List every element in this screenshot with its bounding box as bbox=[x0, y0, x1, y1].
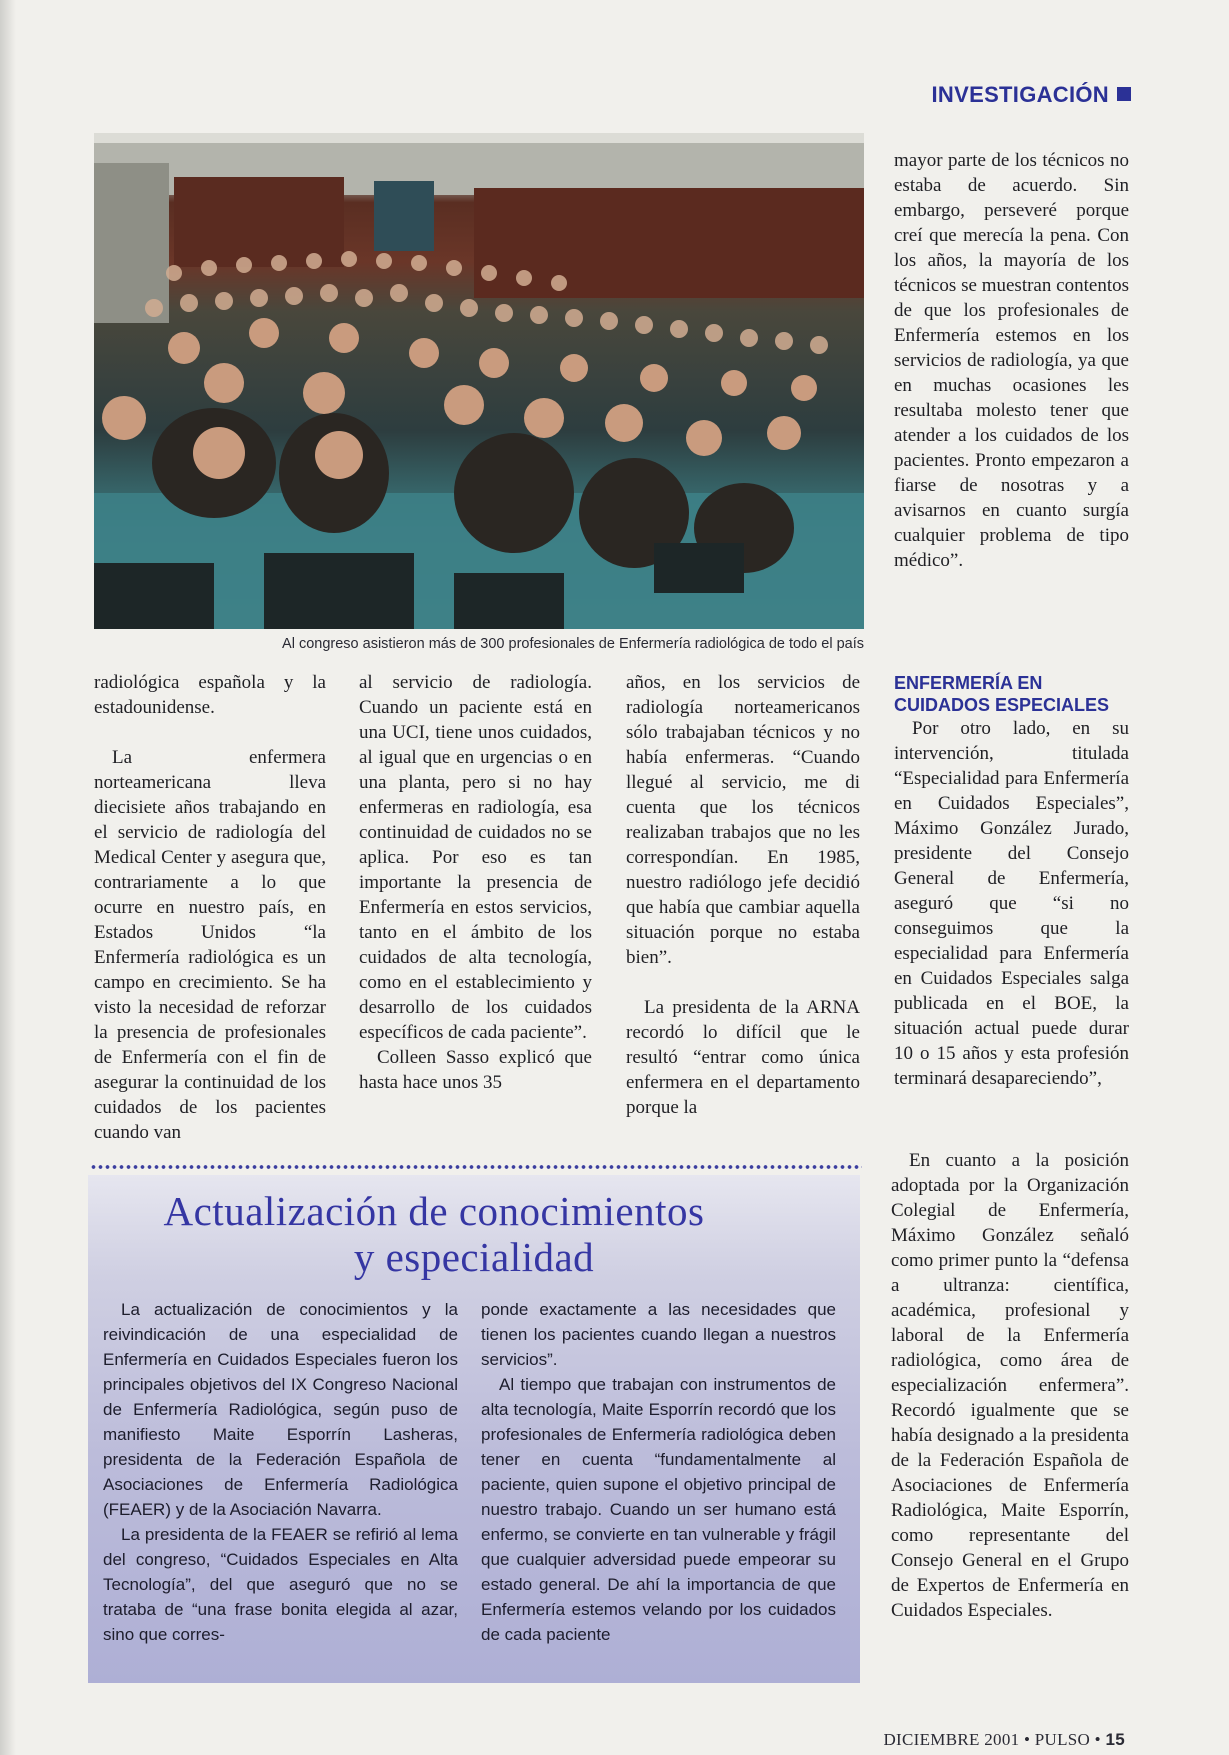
article-column-3 bbox=[626, 670, 860, 1120]
paragraph: radiológica española y la estadounidense. bbox=[94, 672, 326, 718]
footer-issue: DICIEMBRE 2001 • PULSO • bbox=[883, 1730, 1101, 1749]
article-column-4-bottom bbox=[891, 1148, 1129, 1623]
article-column-4-top bbox=[894, 148, 1129, 573]
paragraph: Al tiempo que trabajan con instrumentos de alta tecnología, Maite Esporrín recordó que los profesionales de Enfermería radiológica deben tener en cuenta “fundamentalmente al paciente, quien supone el objetivo principal de nuestro trabajo. Cuando un ser humano está enfermo, se convierte en tan vulnerable y frágil que cualquier adversidad puede empeorar su estado general. De ahí la importancia de que Enfermería estemos velando por los cuidados de cada paciente bbox=[481, 1375, 836, 1644]
section-label: INVESTIGACIÓN bbox=[932, 82, 1131, 108]
paragraph: En cuanto a la posición adoptada por la Organización Colegial de Enfermería, Máximo González señaló como primer punto la “defensa a ultranza: científica, académica, profesional y laboral de la Enfermería radiológica, como área de especialización enfermera”. Recordó igualmente que se había designado a la presidenta de la Federación Española de Asociaciones de Enfermería Radiológica, Maite Esporrín, como representante del Consejo General en el Grupo de Expertos de Enfermería en Cuidados Especiales. bbox=[891, 1150, 1129, 1621]
paragraph: mayor parte de los técnicos no estaba de acuerdo. Sin embargo, perseveré porque creí que merecía la pena. Con los años, la mayoría de los técnicos se muestran contentos de que los profesionales de Enfermería estemos en los servicios de radiología, ya que en muchas ocasiones les resultaba molesto tener que atender a los cuidados de los pacientes. Pronto empezaron a fiarse de nosotras y a avisarnos en cuanto surgía cualquier problema de tipo médico”. bbox=[894, 150, 1129, 571]
box-title-line-2: y especialidad bbox=[353, 1234, 595, 1280]
sidebar-box-title bbox=[88, 1188, 860, 1280]
subheading: ENFERMERÍA EN CUIDADOS ESPECIALES bbox=[894, 673, 1110, 715]
article-column-4-middle bbox=[894, 716, 1129, 1091]
paragraph: al servicio de radiología. Cuando un paciente está en una UCI, tiene unos cuidados, al igual que en urgencias o en una planta, pero si no hay enfermeras en radiología, esa continuidad de cuidados no se aplica. Por eso es tan importante la presencia de Enfermería en estos servicios, tanto en el ámbito de los cuidados de alta tecnología, como en el establecimiento y desarrollo de los cuidados específicos de cada paciente”. bbox=[359, 672, 592, 1043]
paragraph: La presidenta de la ARNA recordó lo difícil que le resultó “entrar como única enfermera en el departamento porque la bbox=[626, 997, 860, 1118]
box-title-line-1: Actualización de conocimientos bbox=[163, 1188, 705, 1234]
page-footer bbox=[883, 1730, 1125, 1750]
dotted-divider bbox=[90, 1164, 862, 1170]
paragraph: Colleen Sasso explicó que hasta hace unos 35 bbox=[359, 1047, 592, 1093]
congress-photo bbox=[94, 133, 864, 629]
paragraph: ponde exactamente a las necesidades que tienen los pacientes cuando llegan a nuestros servicios”. bbox=[481, 1300, 836, 1369]
article-column-2 bbox=[359, 670, 592, 1095]
paragraph: La enfermera norteamericana lleva diecisiete años trabajando en el servicio de radiología del Medical Center y asegura que, contrariamente a lo que ocurre en nuestro país, en Estados Unidos “la Enfermería radiológica es un campo en crecimiento. Se ha visto la necesidad de reforzar la presencia de profesionales de Enfermería con el fin de asegurar la continuidad de los cuidados de los pacientes cuando van bbox=[94, 747, 326, 1143]
photo-caption: Al congreso asistieron más de 300 profesionales de Enfermería radiológica de todo el país bbox=[282, 636, 864, 652]
paragraph: La actualización de conocimientos y la reivindicación de una especialidad de Enfermería en Cuidados Especiales fueron los principales objetivos del IX Congreso Nacional de Enfermería Radiológica, según puso de manifiesto Maite Esporrín Lasheras, presidenta de la Federación Española de Asociaciones de Enfermería Radiológica (FEAER) y de la Asociación Navarra. bbox=[103, 1300, 458, 1519]
audience-illustration bbox=[94, 133, 864, 629]
paragraph: años, en los servicios de radiología norteamericanos sólo trabajaban técnicos y no había enfermeras. “Cuando llegué al servicio, me di cuenta que los técnicos realizaban trabajos que no les correspondían. En 1985, nuestro radiólogo jefe decidió que había que cambiar aquella situación porque no estaba bien”. bbox=[626, 672, 860, 968]
article-column-1 bbox=[94, 670, 326, 1145]
sidebar-box-column-2 bbox=[481, 1297, 836, 1647]
paragraph: La presidenta de la FEAER se refirió al lema del congreso, “Cuidados Especiales en Alta Tecnología”, del que aseguró que no se trataba de “una frase bonita elegida al azar, sino que corres- bbox=[103, 1525, 458, 1644]
page-number: 15 bbox=[1105, 1730, 1125, 1749]
page-edge bbox=[0, 0, 16, 1755]
sidebar-box-column-1 bbox=[103, 1297, 458, 1647]
paragraph: Por otro lado, en su intervención, titulada “Especialidad para Enfermería en Cuidados Especiales”, Máximo González Jurado, presidente del Consejo General de Enfermería, aseguró que “si no conseguimos que la especialidad para Enfermería en Cuidados Especiales salga publicada en el BOE, la situación actual puede durar 10 o 15 años y esta profesión terminará desapareciendo”, bbox=[894, 718, 1129, 1089]
section-square-icon bbox=[1117, 87, 1131, 101]
